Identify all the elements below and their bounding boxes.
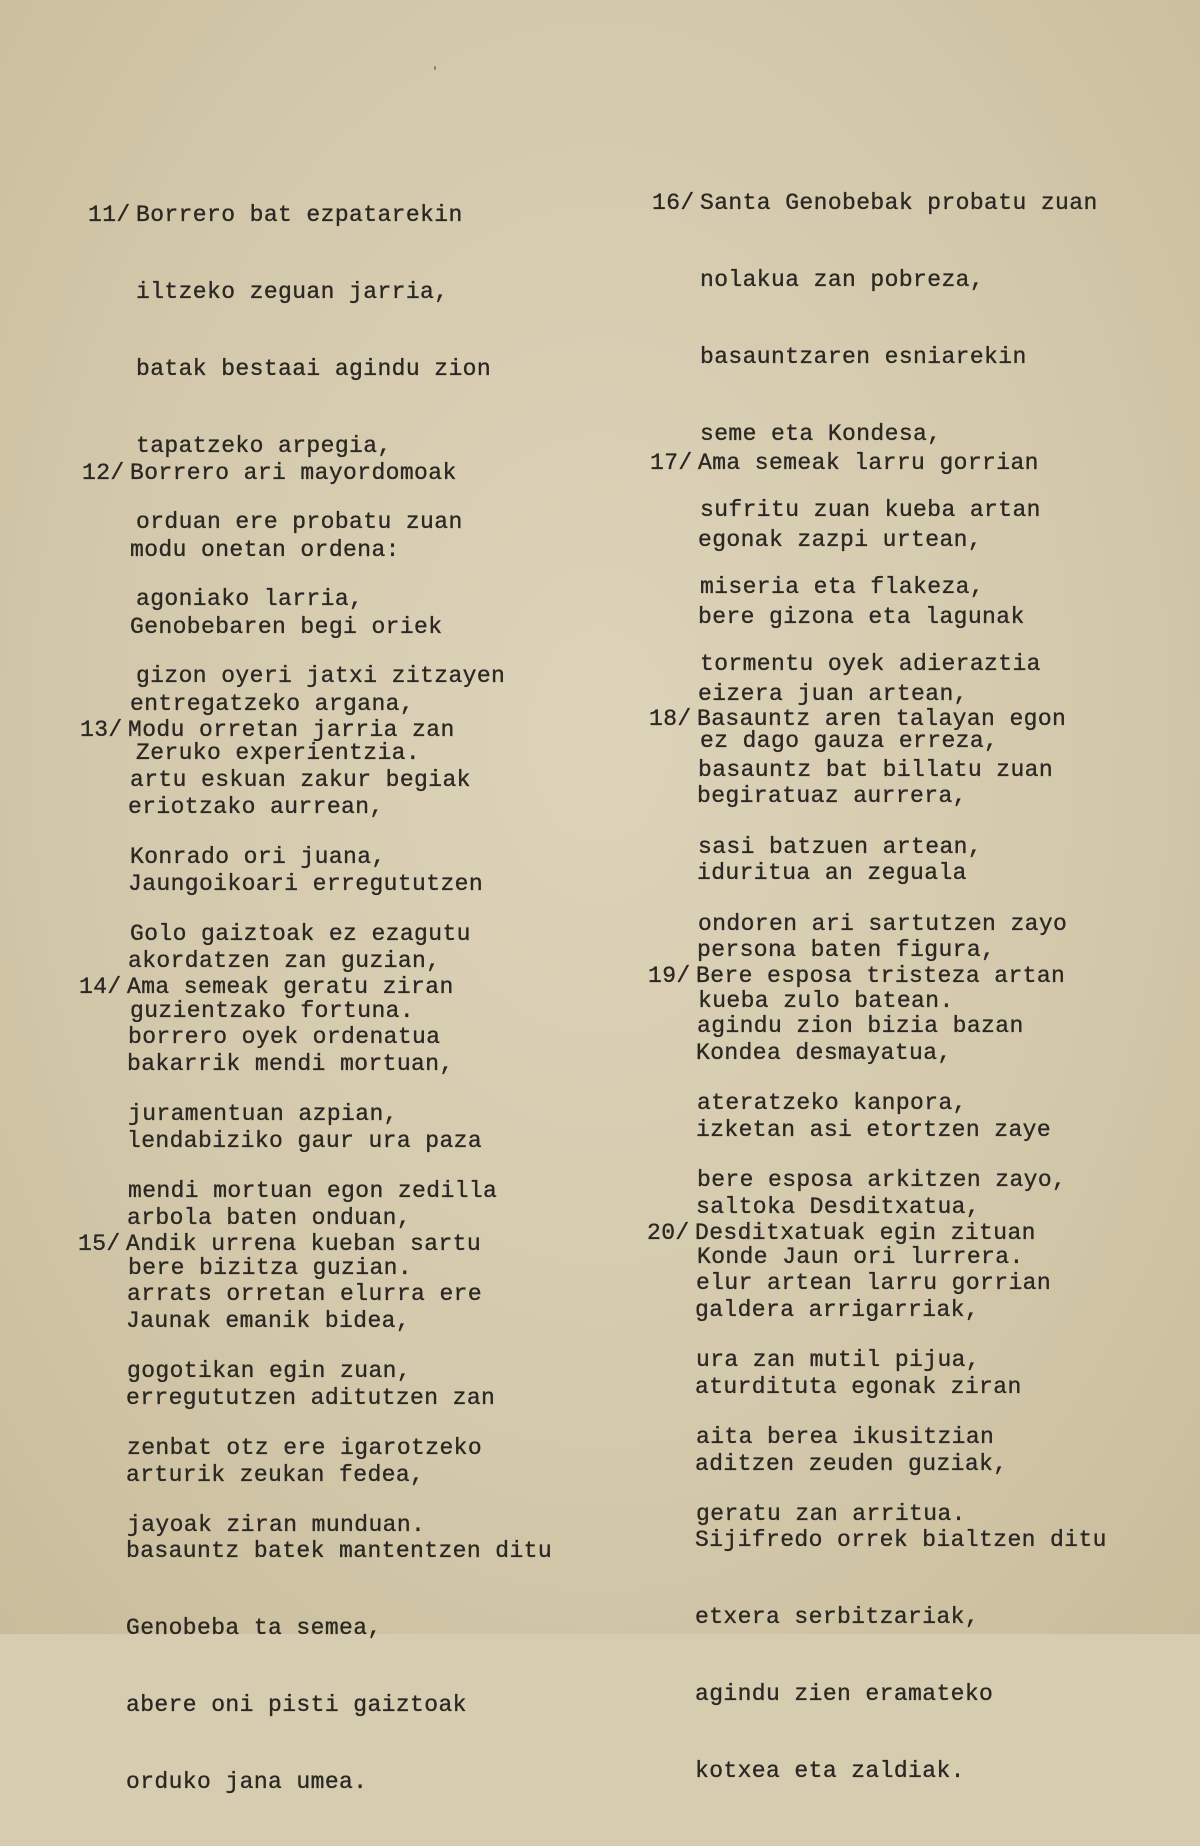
verse-line: akordatzen zan guzian, <box>128 947 441 974</box>
verse-line: Jaungoikoari erregututzen <box>128 870 484 897</box>
verse-line: sufritu zuan kueba artan <box>700 497 1041 524</box>
verse-line: Ama semeak larru gorrian <box>698 450 1039 477</box>
verse-line: kueba zulo batean. <box>698 987 954 1014</box>
verse-line: Konde Jaun ori lurrera. <box>697 1243 1024 1270</box>
verse-line: Genobeba ta semea, <box>126 1615 382 1642</box>
verse-20 <box>647 1166 1107 1835</box>
verse-line: arrats orretan elurra ere <box>127 1281 483 1308</box>
verse-line: Basauntz aren talayan egon <box>697 706 1067 733</box>
verse-line: ondoren ari sartutzen zayo <box>698 910 1068 937</box>
verse-line: Sijifredo orrek bialtzen ditu <box>695 1527 1107 1554</box>
verse-line: Andik urrena kueban sartu <box>126 1231 482 1258</box>
verse-line: galdera arrigarriak, <box>695 1296 980 1323</box>
verse-line: agindu zien eramateko <box>695 1680 994 1707</box>
verse-line: agindu zion bizia bazan <box>697 1013 1024 1040</box>
verse-line: elur artean larru gorrian <box>696 1270 1052 1297</box>
verse-line: erregututzen aditutzen zan <box>126 1384 496 1411</box>
verse-line: Borrero bat ezpatarekin <box>136 202 463 229</box>
verse-line: aditzen zeuden guziak, <box>695 1450 1008 1477</box>
verse-line: modu onetan ordena: <box>130 536 400 563</box>
verse-line: gogotikan egin zuan, <box>127 1358 412 1385</box>
verse-line: persona baten figura, <box>697 936 996 963</box>
verse-line: borrero oyek ordenatua <box>128 1024 441 1051</box>
verse-line: basauntzaren esniarekin <box>700 343 1027 370</box>
verse-line: iduritua an zeguala <box>697 859 967 886</box>
verse-line: kotxea eta zaldiak. <box>695 1757 965 1784</box>
verse-number: 12/ <box>82 460 125 487</box>
verse-line: artu eskuan zakur begiak <box>130 767 471 794</box>
verse-line: Golo gaiztoak ez ezagutu <box>130 920 471 947</box>
verse-line: Santa Genobebak probatu zuan <box>700 190 1098 217</box>
verse-line: sasi batzuen artean, <box>698 834 983 861</box>
verse-number: 15/ <box>78 1231 121 1258</box>
verse-line: tapatzeko arpegia, <box>136 432 392 459</box>
verse-line: arbola baten onduan, <box>127 1204 412 1231</box>
verse-line: Ama semeak geratu ziran <box>127 974 454 1001</box>
verse-line: Konrado ori juana, <box>130 844 386 871</box>
verse-line: Borrero ari mayordomoak <box>130 460 457 487</box>
verse-line: Genobebaren begi oriek <box>130 613 443 640</box>
verse-line: Desditxatuak egin zituan <box>695 1220 1036 1247</box>
verse-line: lendabiziko gaur ura paza <box>127 1127 483 1154</box>
verse-line: geratu zan arritua. <box>696 1500 966 1527</box>
verse-number: 18/ <box>649 706 692 733</box>
verse-line: saltoka Desditxatua, <box>696 1193 981 1220</box>
verse-line: begiratuaz aurrera, <box>697 782 967 809</box>
verse-line: seme eta Kondesa, <box>700 420 942 447</box>
verse-line: guzientzako fortuna. <box>130 997 415 1024</box>
verse-number: 14/ <box>79 974 122 1001</box>
verse-line: ez dago gauza erreza, <box>700 727 999 754</box>
verse-line: bere esposa arkitzen zayo, <box>697 1166 1067 1193</box>
verse-line: etxera serbitzariak, <box>695 1604 980 1631</box>
verse-line: ura zan mutil pijua, <box>696 1347 981 1374</box>
verse-line: orduan ere probatu zuan <box>136 509 463 536</box>
verse-line: miseria eta flakeza, <box>700 574 985 601</box>
verse-line: Kondea desmayatua, <box>696 1039 952 1066</box>
verse-line: zenbat otz ere igarotzeko <box>127 1434 483 1461</box>
verse-line: juramentuan azpian, <box>128 1101 398 1128</box>
verse-line: iltzeko zeguan jarria, <box>136 278 449 305</box>
verse-line: gizon oyeri jatxi zitzayen <box>136 662 506 689</box>
verse-line: batak bestaai agindu zion <box>136 355 492 382</box>
verse-line: mendi mortuan egon zedilla <box>128 1177 498 1204</box>
verse-line: Modu orretan jarria zan <box>128 717 455 744</box>
verse-number: 19/ <box>648 963 691 990</box>
verse-15 <box>78 1177 553 1846</box>
verse-line: ateratzeko kanpora, <box>697 1090 967 1117</box>
verse-number: 11/ <box>88 202 131 229</box>
verse-line: bakarrik mendi mortuan, <box>127 1050 454 1077</box>
verse-line: Jaunak emanik bidea, <box>126 1307 411 1334</box>
verse-number: 13/ <box>80 717 123 744</box>
verse-line: nolakua zan pobreza, <box>700 266 985 293</box>
verse-line: Zeruko experientzia. <box>136 739 421 766</box>
verse-line: tormentu oyek adieraztia <box>700 650 1041 677</box>
verse-line: aita berea ikusitzian <box>696 1423 995 1450</box>
verse-number: 20/ <box>647 1220 690 1247</box>
verse-line: basauntz batek mantentzen ditu <box>126 1538 553 1565</box>
verse-line: egonak zazpi urtean, <box>698 526 983 553</box>
verse-line: agoniako larria, <box>136 586 364 613</box>
verse-line: Bere esposa tristeza artan <box>696 963 1066 990</box>
verse-line: basauntz bat billatu zuan <box>698 757 1054 784</box>
verse-line: izketan asi etortzen zaye <box>696 1116 1052 1143</box>
verse-line: jayoak ziran munduan. <box>127 1511 426 1538</box>
verse-number: 17/ <box>650 450 693 477</box>
verse-number: 16/ <box>652 190 695 217</box>
verse-line: arturik zeukan fedea, <box>126 1461 425 1488</box>
verse-line: bere bizitza guzian. <box>128 1254 413 1281</box>
verse-line: orduko jana umea. <box>126 1768 368 1795</box>
verse-line: bere gizona eta lagunak <box>698 603 1025 630</box>
verse-line: eizera juan artean, <box>698 680 968 707</box>
verse-line: abere oni pisti gaiztoak <box>126 1691 467 1718</box>
paper-speck <box>434 66 436 70</box>
verse-line: aturdituta egonak ziran <box>695 1373 1022 1400</box>
verse-line: eriotzako aurrean, <box>128 793 384 820</box>
verse-line: entregatzeko argana, <box>130 690 415 717</box>
